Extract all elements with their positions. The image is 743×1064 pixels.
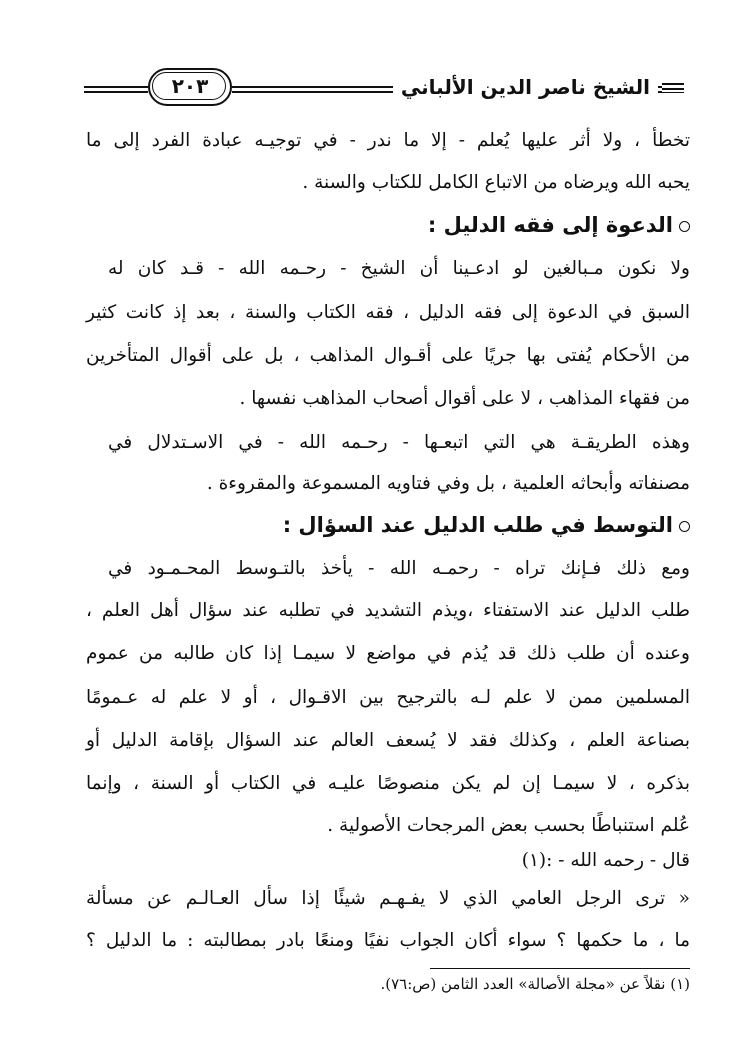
header-dash — [662, 78, 684, 92]
paragraph-line: قال - رحمه الله - :(١) — [521, 850, 690, 871]
paragraph-line: مصنفاته وأبحاثه العلمية ، بل وفي فتاويه المسموعة والمقروءة . — [206, 473, 690, 494]
quote-line: ما ، ما حكمها ؟ سواء أكان الجواب نفيًا ومنعًا بادر بمطالبته : ما الدليل ؟ — [86, 930, 690, 951]
paragraph-line: ولا نكون مـبالغين لو ادعـينا أن الشيخ - رحـمه الله - قـد كان له — [108, 258, 690, 279]
footnote-rule — [430, 968, 690, 969]
paragraph-line: من فقهاء المذاهب ، لا على أقوال أصحاب المذاهب نفسها . — [239, 388, 690, 409]
paragraph-line: من الأحكام يُفتى بها جريًا على أقـوال المذاهب ، بل على أقوال المتأخرين — [86, 345, 690, 366]
footnote: (١) نقلاً عن «مجلة الأصالة» العدد الثامن (ص:٧٦). — [380, 975, 690, 993]
paragraph-line: طلب الدليل عند الاستفتاء ،ويذم التشديد في تطلبه عند سؤال أهل العلم ، — [86, 600, 690, 621]
paragraph-line: يحبه الله ويرضاه من الاتباع الكامل للكتاب والسنة . — [302, 172, 690, 193]
paragraph-line: وعنده أن طلب ذلك قد يُذم في مواضع لا سيمـا إذا كان طالبه من عموم — [86, 643, 690, 664]
paragraph-line: تخطأ ، ولا أثر عليها يُعلم - إلا ما ندر - في توجيـه عبادة الفرد إلى ما — [86, 130, 690, 151]
running-header — [84, 64, 684, 112]
paragraph-line: بصناعة العلم ، وكذلك فقد لا يُسعف العالم عند السؤال بإقامة الدليل أو — [86, 730, 690, 751]
paragraph-line: بذكره ، لا سيمـا إن لم يكن منصوصًا عليـه في الكتاب أو السنة ، وإنما — [86, 773, 690, 794]
section-heading: الدعوة إلى فقه الدليل : — [428, 209, 690, 241]
paragraph-line: عُلم استنباطًا بحسب بعض المرجحات الأصولية . — [327, 815, 690, 836]
quote-line: « ترى الرجل العامي الذي لا يفـهـم شيئًا إذا سأل العـالـم عن مسألة — [86, 888, 690, 909]
header-title: الشيخ ناصر الدين الألباني — [393, 70, 658, 104]
paragraph-line: وهذه الطريقـة هي التي اتبعـها - رحـمه الله - في الاسـتدلال في — [108, 432, 690, 453]
paragraph-line: السبق في الدعوة إلى فقه الدليل ، فقه الكتاب والسنة ، بعد إذ كانت كثير — [86, 302, 690, 323]
page-number-badge — [148, 68, 232, 106]
page-number: ٢٠٣ — [171, 74, 209, 98]
section-heading: التوسط في طلب الدليل عند السؤال : — [283, 509, 690, 541]
bullet-circle-icon — [679, 221, 690, 232]
bullet-circle-icon — [679, 521, 690, 532]
paragraph-line: ومع ذلك فـإنك تراه - رحمـه الله - يأخذ بالتـوسط المحـمـود في — [108, 558, 690, 579]
paragraph-line: المسلمين ممن لا علم لـه بالترجيح بين الاقـوال ، أو لا علم له عـمومًا — [86, 687, 690, 708]
